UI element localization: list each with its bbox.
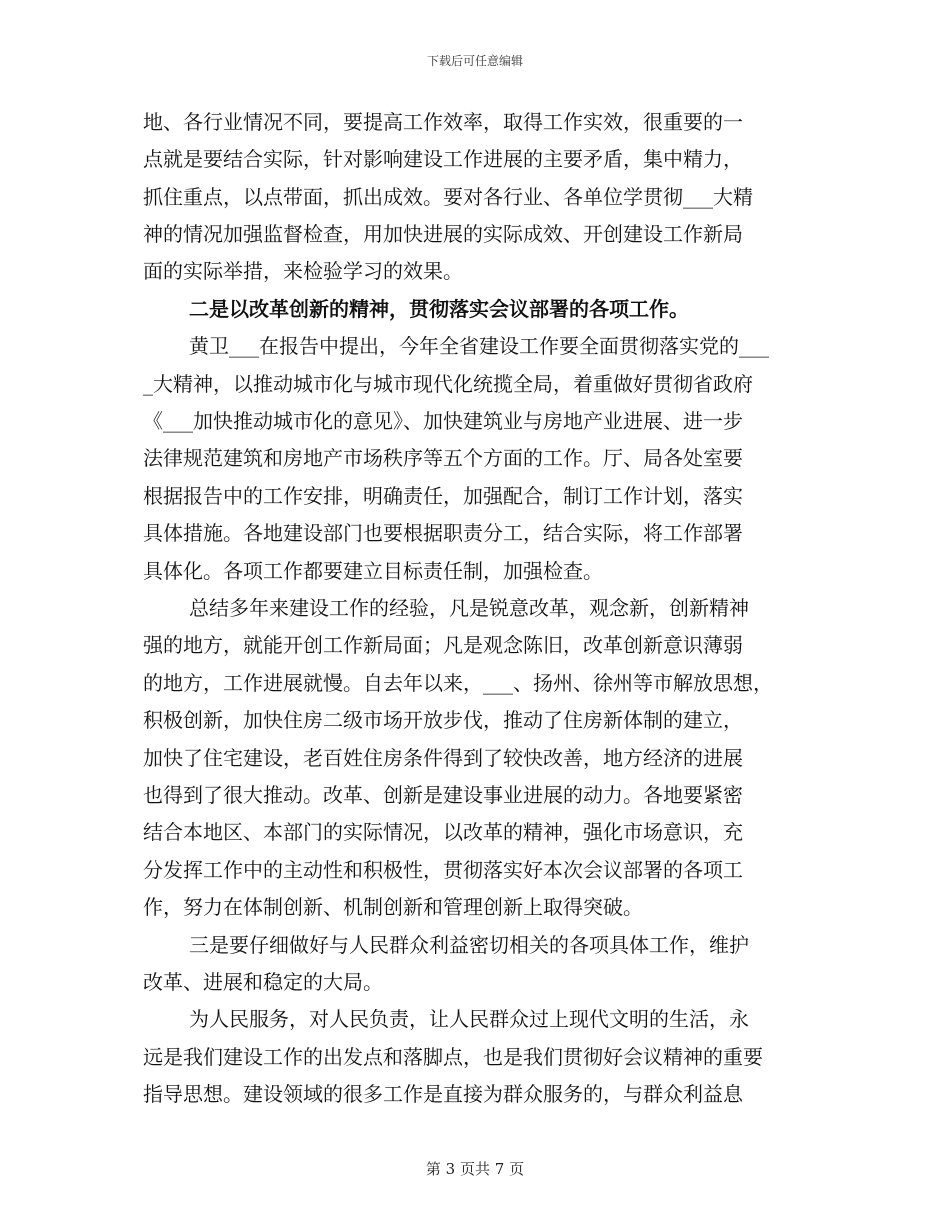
text-line: 地、各行业情况不同，要提高工作效率，取得工作实效，很重要的一 bbox=[143, 110, 743, 134]
text-line: 指导思想。建设领域的很多工作是直接为群众服务的，与群众利益息 bbox=[143, 1082, 743, 1106]
text-line: 远是我们建设工作的出发点和落脚点，也是我们贯彻好会议精神的重要 bbox=[143, 1045, 763, 1069]
text-line: 为人民服务，对人民负责，让人民群众过上现代文明的生活，永 bbox=[189, 1007, 749, 1031]
page-footer: 第 3 页共 7 页 bbox=[425, 1160, 525, 1178]
text-line: 加快了住宅建设，老百姓住房条件得到了较快改善，地方经济的进展 bbox=[143, 746, 743, 770]
text-line: _大精神，以推动城市化与城市现代化统揽全局，着重做好贯彻省政府 bbox=[143, 372, 753, 396]
text-line: 改革、进展和稳定的大局。 bbox=[143, 970, 383, 994]
text-line: 抓住重点，以点带面，抓出成效。要对各行业、各单位学贯彻___大精 bbox=[143, 185, 753, 209]
section-heading: 二是以改革创新的精神，贯彻落实会议部署的各项工作。 bbox=[189, 297, 689, 321]
text-line: 《___加快推动城市化的意见》、加快建筑业与房地产业进展、进一步 bbox=[143, 409, 743, 433]
text-line: 的地方，工作进展就慢。自去年以来，___、扬州、徐州等市解放思想， bbox=[143, 671, 773, 695]
text-line: 法律规范建筑和房地产市场秩序等五个方面的工作。厅、局各处室要 bbox=[143, 446, 743, 470]
text-line: 结合本地区、本部门的实际情况，以改革的精神，强化市场意识，充 bbox=[143, 820, 743, 844]
text-line: 积极创新，加快住房二级市场开放步伐，推动了住房新体制的建立， bbox=[143, 708, 743, 732]
page-header: 下载后可任意编辑 bbox=[426, 54, 523, 68]
text-line: 分发挥工作中的主动性和积极性，贯彻落实好本次会议部署的各项工 bbox=[143, 858, 743, 882]
text-line: 具体措施。各地建设部门也要根据职责分工，结合实际，将工作部署 bbox=[143, 521, 743, 545]
text-line: 具体化。各项工作都要建立目标责任制，加强检查。 bbox=[143, 559, 603, 583]
text-line: 三是要仔细做好与人民群众利益密切相关的各项具体工作，维护 bbox=[189, 933, 749, 957]
text-line: 作，努力在体制创新、机制创新和管理创新上取得突破。 bbox=[143, 895, 643, 919]
text-line: 根据报告中的工作安排，明确责任，加强配合，制订工作计划，落实 bbox=[143, 484, 743, 508]
text-line: 强的地方，就能开创工作新局面；凡是观念陈旧，改革创新意识薄弱 bbox=[143, 633, 743, 657]
text-line: 也得到了很大推动。改革、创新是建设事业进展的动力。各地要紧密 bbox=[143, 783, 743, 807]
text-line: 点就是要结合实际，针对影响建设工作进展的主要矛盾，集中精力， bbox=[143, 147, 743, 171]
text-line: 黄卫___在报告中提出，今年全省建设工作要全面贯彻落实党的___ bbox=[189, 334, 769, 358]
text-line: 面的实际举措，来检验学习的效果。 bbox=[143, 259, 463, 283]
text-line: 神的情况加强监督检查，用加快进展的实际成效、开创建设工作新局 bbox=[143, 222, 743, 246]
text-line: 总结多年来建设工作的经验，凡是锐意改革，观念新，创新精神 bbox=[189, 596, 749, 620]
